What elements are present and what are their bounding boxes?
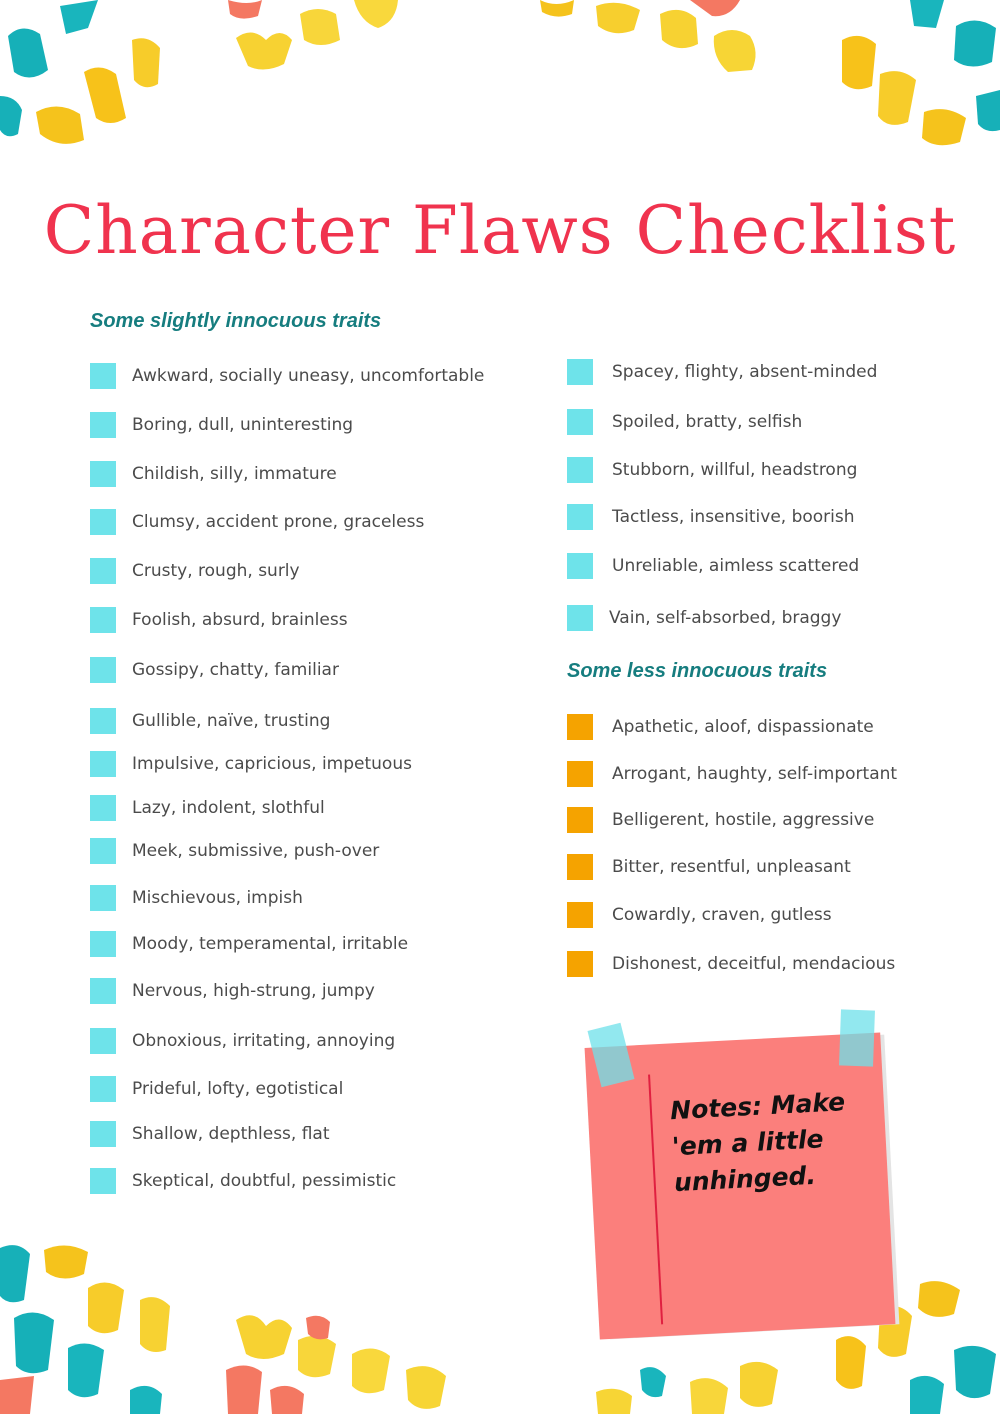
checkbox[interactable] [567, 854, 593, 880]
checkbox[interactable] [90, 838, 116, 864]
checklist-item[interactable] [567, 760, 897, 788]
item-label: Crusty, rough, surly [132, 561, 300, 581]
top-left-strokes [0, 0, 160, 144]
item-label: Moody, temperamental, irritable [132, 934, 409, 954]
checklist-item[interactable] [90, 606, 348, 634]
item-label: Bitter, resentful, unpleasant [612, 857, 851, 877]
checklist-item[interactable] [90, 362, 484, 390]
checkbox[interactable] [567, 714, 593, 740]
checkbox[interactable] [90, 931, 116, 957]
checklist-item[interactable] [567, 456, 857, 484]
checkbox[interactable] [567, 902, 593, 928]
checkbox[interactable] [567, 457, 593, 483]
checklist-item[interactable] [90, 707, 330, 735]
checkbox[interactable] [90, 1028, 116, 1054]
checkbox[interactable] [90, 461, 116, 487]
checklist-item[interactable] [567, 503, 855, 531]
item-label: Stubborn, willful, headstrong [612, 460, 858, 480]
checklist-item[interactable] [567, 853, 851, 881]
bottom-left-strokes [0, 1245, 170, 1414]
checkbox[interactable] [567, 951, 593, 977]
note-text: Notes: Make 'em a little unhinged. [669, 1087, 846, 1198]
checklist-item[interactable] [567, 552, 859, 580]
item-label: Arrogant, haughty, self-important [612, 764, 898, 784]
item-label: Impulsive, capricious, impetuous [132, 754, 412, 774]
checkbox[interactable] [90, 1121, 116, 1147]
checkbox[interactable] [90, 558, 116, 584]
item-label: Apathetic, aloof, dispassionate [612, 717, 874, 737]
item-label: Skeptical, doubtful, pessimistic [132, 1171, 397, 1191]
checkbox[interactable] [567, 605, 593, 631]
checklist-item[interactable] [567, 901, 832, 929]
checklist-item[interactable] [90, 460, 337, 488]
checklist-item[interactable] [90, 1027, 395, 1055]
checkbox[interactable] [567, 761, 593, 787]
item-label: Spoiled, bratty, selfish [612, 412, 803, 432]
checkbox[interactable] [90, 795, 116, 821]
page-title: Character Flaws Checklist [43, 192, 957, 269]
section-heading-less-innocuous: Some less innocuous traits [567, 660, 828, 682]
item-label: Lazy, indolent, slothful [132, 798, 325, 818]
item-label: Gullible, naïve, trusting [132, 711, 331, 731]
item-label: Childish, silly, immature [132, 464, 337, 484]
bottom-center-strokes [226, 1315, 446, 1414]
checklist-item[interactable] [90, 656, 339, 684]
checkbox[interactable] [567, 359, 593, 385]
checkbox[interactable] [90, 1076, 116, 1102]
checkbox[interactable] [90, 509, 116, 535]
checklist-item[interactable] [90, 557, 300, 585]
checkbox[interactable] [90, 751, 116, 777]
item-label: Clumsy, accident prone, graceless [132, 512, 425, 532]
item-label: Spacey, flighty, absent-minded [612, 362, 878, 382]
checklist-item[interactable] [90, 411, 353, 439]
checkbox[interactable] [90, 607, 116, 633]
checklist-item[interactable] [90, 977, 375, 1005]
tape-strip [839, 1009, 875, 1066]
item-label: Nervous, high-strung, jumpy [132, 981, 375, 1001]
note-margin-line [648, 1075, 663, 1325]
checklist-item[interactable] [567, 713, 874, 741]
item-label: Shallow, depthless, flat [132, 1124, 330, 1144]
top-center-strokes [228, 0, 756, 72]
checklist-item[interactable] [567, 604, 841, 632]
item-label: Vain, self-absorbed, braggy [609, 608, 842, 628]
item-label: Obnoxious, irritating, annoying [132, 1031, 396, 1051]
item-label: Foolish, absurd, brainless [132, 610, 348, 630]
checklist-item[interactable] [90, 1167, 396, 1195]
checkbox[interactable] [567, 409, 593, 435]
item-label: Boring, dull, uninteresting [132, 415, 354, 435]
checkbox[interactable] [567, 807, 593, 833]
item-label: Belligerent, hostile, aggressive [612, 810, 875, 830]
checkbox[interactable] [90, 363, 116, 389]
checkbox[interactable] [90, 657, 116, 683]
checkbox[interactable] [90, 978, 116, 1004]
checklist-item[interactable] [90, 930, 408, 958]
checkbox[interactable] [90, 412, 116, 438]
checkbox[interactable] [90, 1168, 116, 1194]
checklist-item[interactable] [90, 884, 303, 912]
item-label: Mischievous, impish [132, 888, 303, 908]
section-heading-innocuous: Some slightly innocuous traits [90, 310, 382, 332]
item-label: Gossipy, chatty, familiar [132, 660, 339, 680]
checklist-item[interactable] [567, 806, 874, 834]
item-label: Prideful, lofty, egotistical [132, 1079, 344, 1099]
checkbox[interactable] [90, 885, 116, 911]
checklist-item[interactable] [90, 794, 325, 822]
item-label: Tactless, insensitive, boorish [612, 507, 855, 527]
checkbox[interactable] [567, 553, 593, 579]
checklist-item[interactable] [90, 1075, 343, 1103]
checkbox[interactable] [567, 504, 593, 530]
item-label: Meek, submissive, push-over [132, 841, 380, 861]
top-right-strokes [842, 0, 1000, 145]
checklist-item[interactable] [567, 358, 877, 386]
checklist-item[interactable] [567, 950, 895, 978]
sticky-note [590, 1020, 910, 1360]
checklist-item[interactable] [567, 408, 802, 436]
item-label: Unreliable, aimless scattered [612, 556, 860, 576]
checklist-item[interactable] [90, 837, 379, 865]
checklist-item[interactable] [90, 750, 412, 778]
item-label: Dishonest, deceitful, mendacious [612, 954, 896, 974]
item-label: Cowardly, craven, gutless [612, 905, 832, 925]
checklist-item[interactable] [90, 1120, 330, 1148]
item-label: Awkward, socially uneasy, uncomfortable [132, 366, 485, 386]
checklist-item[interactable] [90, 508, 424, 536]
checkbox[interactable] [90, 708, 116, 734]
